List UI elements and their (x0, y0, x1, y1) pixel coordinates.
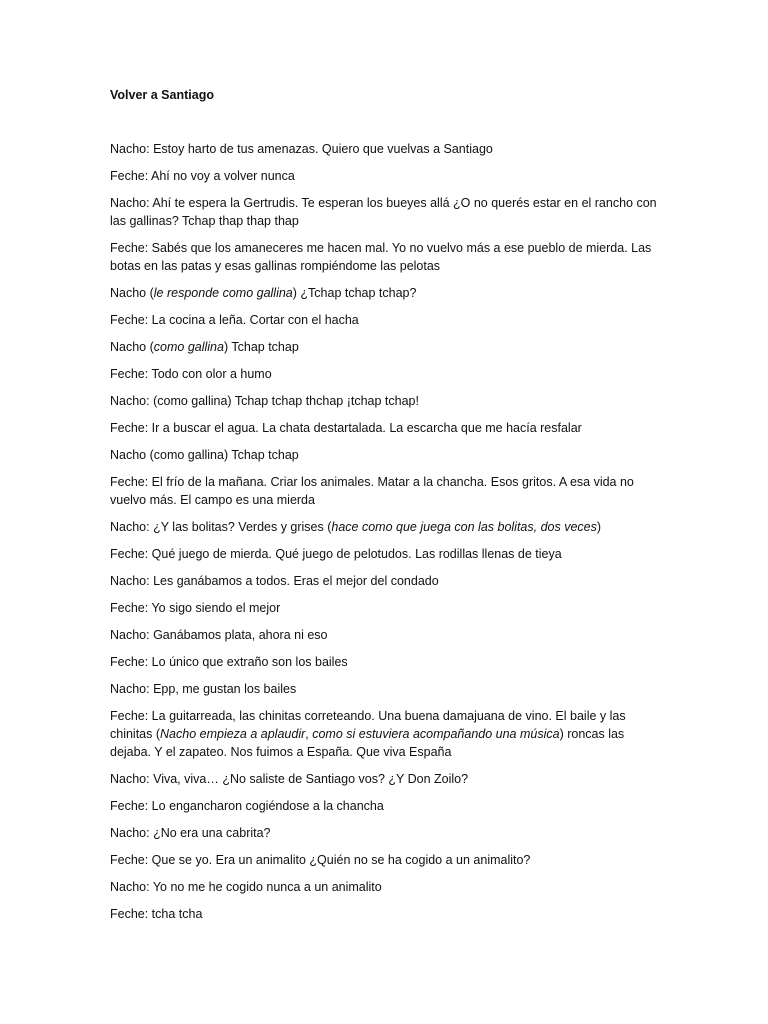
dialogue-line (110, 446, 668, 464)
document-body (110, 140, 668, 923)
dialogue-text: Nacho: Epp, me gustan los bailes (110, 682, 297, 696)
dialogue-text: ) roncas las dejaba. Y el zapateo. Nos fuimos a España. Que viva España (110, 727, 625, 759)
dialogue-text: ) Tchap tchap (223, 340, 299, 354)
dialogue-line (110, 824, 668, 842)
dialogue-text: Nacho: Viva, viva… ¿No saliste de Santiago vos? ¿Y Don Zoilo? (110, 772, 469, 786)
dialogue-line (110, 239, 668, 275)
dialogue-text: , (305, 727, 313, 741)
dialogue-text: Feche: Ahí no voy a volver nunca (110, 169, 295, 183)
dialogue-line (110, 518, 668, 536)
dialogue-text: Nacho: ¿Y las bolitas? Verdes y grises ( (110, 520, 332, 534)
dialogue-line (110, 392, 668, 410)
dialogue-line (110, 338, 668, 356)
dialogue-text: Nacho ( (110, 286, 154, 300)
dialogue-text: Feche: Ir a buscar el agua. La chata destartalada. La escarcha que me hacía resfalar (110, 421, 582, 435)
dialogue-line (110, 797, 668, 815)
dialogue-line (110, 419, 668, 437)
dialogue-text: Feche: La cocina a leña. Cortar con el hacha (110, 313, 359, 327)
dialogue-text: Nacho: Yo no me he cogido nunca a un animalito (110, 880, 382, 894)
dialogue-text: Nacho: (como gallina) Tchap tchap thchap ¡tchap tchap! (110, 394, 419, 408)
dialogue-line (110, 365, 668, 383)
dialogue-text: Feche: Yo sigo siendo el mejor (110, 601, 281, 615)
dialogue-line (110, 140, 668, 158)
dialogue-line (110, 905, 668, 923)
dialogue-line (110, 572, 668, 590)
dialogue-line (110, 680, 668, 698)
dialogue-text: Nacho ( (110, 340, 154, 354)
dialogue-text: Feche: tcha tcha (110, 907, 203, 921)
dialogue-line (110, 545, 668, 563)
dialogue-line (110, 851, 668, 869)
stage-direction-text: le responde como gallina (153, 286, 293, 300)
dialogue-text: Feche: Sabés que los amaneceres me hacen mal. Yo no vuelvo más a ese pueblo de mierda. Las botas en las patas y esas gallinas rompiéndome las pelotas (110, 241, 652, 273)
dialogue-line (110, 167, 668, 185)
dialogue-text: ) ¿Tchap tchap tchap? (292, 286, 417, 300)
dialogue-text: Feche: Lo único que extraño son los bailes (110, 655, 348, 669)
dialogue-text: Feche: Lo engancharon cogiéndose a la chancha (110, 799, 384, 813)
dialogue-line (110, 599, 668, 617)
dialogue-text: Feche: La guitarreada, las chinitas correteando. Una buena damajuana de vino. El baile y las chinitas ( (110, 709, 626, 741)
dialogue-text: Feche: Que se yo. Era un animalito ¿Quién no se ha cogido a un animalito? (110, 853, 531, 867)
stage-direction-text: como si estuviera acompañando una música (312, 727, 560, 741)
stage-direction-text: hace como que juega con las bolitas, dos veces (331, 520, 597, 534)
dialogue-text: Nacho: Ganábamos plata, ahora ni eso (110, 628, 328, 642)
dialogue-text: Feche: Todo con olor a humo (110, 367, 272, 381)
stage-direction-text: Nacho empieza a aplaudir (160, 727, 306, 741)
dialogue-line (110, 707, 668, 761)
dialogue-line (110, 473, 668, 509)
dialogue-text: Nacho (como gallina) Tchap tchap (110, 448, 299, 462)
dialogue-text: Nacho: Estoy harto de tus amenazas. Quiero que vuelvas a Santiago (110, 142, 493, 156)
document-title: Volver a Santiago (110, 88, 214, 102)
dialogue-line (110, 878, 668, 896)
dialogue-line (110, 311, 668, 329)
dialogue-text: Feche: El frío de la mañana. Criar los animales. Matar a la chancha. Esos gritos. A esa vida no vuelvo más. El campo es una mierda (110, 475, 634, 507)
dialogue-text: Nacho: ¿No era una cabrita? (110, 826, 271, 840)
dialogue-line (110, 770, 668, 788)
dialogue-line (110, 194, 668, 230)
dialogue-text: Feche: Qué juego de mierda. Qué juego de pelotudos. Las rodillas llenas de tieya (110, 547, 562, 561)
dialogue-line (110, 626, 668, 644)
dialogue-text: Nacho: Ahí te espera la Gertrudis. Te esperan los bueyes allá ¿O no querés estar en el rancho con las gallinas? Tchap thap thap thap (110, 196, 657, 228)
dialogue-line (110, 284, 668, 302)
dialogue-line (110, 653, 668, 671)
stage-direction-text: como gallina (153, 340, 224, 354)
dialogue-text: Nacho: Les ganábamos a todos. Eras el mejor del condado (110, 574, 439, 588)
dialogue-text: ) (596, 520, 602, 534)
